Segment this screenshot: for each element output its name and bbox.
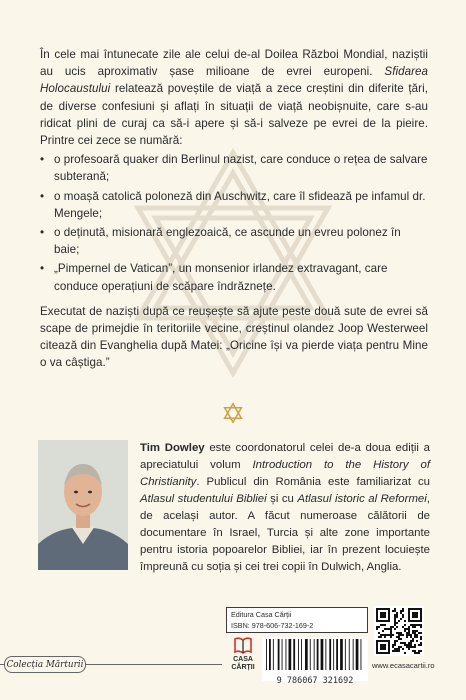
qr-module [416,634,418,636]
qr-module [400,642,402,644]
qr-module [410,642,412,644]
qr-module [400,610,402,612]
qr-module [402,608,404,610]
qr-module [388,628,390,630]
qr-module [420,642,422,644]
qr-module [396,626,398,628]
qr-module [376,626,378,628]
qr-module [394,608,396,610]
qr-module [400,646,402,648]
qr-module [388,634,390,636]
barcode-bar [314,639,315,670]
barcode-bar [340,639,343,670]
qr-module [380,644,386,650]
qr-module [378,626,380,628]
barcode-bar [336,639,338,670]
qr-module [380,634,382,636]
barcode-bar [301,639,302,670]
qr-module [392,634,394,636]
qr-module [412,640,414,642]
logo-text-line2: CĂRȚII [231,664,255,671]
qr-module [412,626,414,628]
qr-module [412,638,414,640]
qr-module [382,630,384,632]
qr-module [398,636,400,638]
qr-module [406,636,408,638]
qr-module [400,618,402,620]
qr-module [412,612,418,618]
qr-module [414,632,416,634]
qr-module [404,642,406,644]
qr-module [390,628,392,630]
qr-module [408,626,410,628]
qr-module [408,632,410,634]
qr-module [398,632,400,634]
blurb-intro-part1: În cele mai întunecate zile ale celui de-al Doilea Război Mondial, naziștii au ucis aproximativ șase milioane de evrei europeni. [40,48,428,79]
qr-module [386,634,388,636]
barcode-bars [262,637,368,671]
author-bio-text: , de același autor. A făcut numeroase călătorii de documentare în Israel, Turcia și alte zone importante pentru istoria popoarelor Bibliei, iar în prezent locuiește împreună cu soția și cei trei copii în Dulwich, Anglia. [140,493,430,573]
qr-module [390,634,392,636]
barcode-bar [286,639,287,670]
qr-module [392,626,394,628]
qr-module [400,632,402,634]
barcode-bar [282,639,283,670]
qr-module [394,616,396,618]
qr-module [410,624,412,626]
qr-module [404,644,406,646]
qr-module [412,646,414,648]
qr-module [410,646,412,648]
qr-module [378,632,380,634]
qr-module [394,624,396,626]
qr-module [380,636,382,638]
qr-module [408,648,410,650]
qr-module [412,650,414,652]
qr-module [420,644,422,646]
barcode-bar [321,639,324,670]
isbn: ISBN: 978-606-732-169-2 [231,621,314,630]
publisher-info [226,607,368,633]
qr-module [400,638,402,640]
qr-module [396,636,398,638]
qr-module [380,612,386,618]
qr-module [396,614,398,616]
qr-module [400,612,402,614]
qr-module [418,650,420,652]
publisher-logo [226,637,260,677]
barcode-bar [353,639,354,670]
qr-module [420,632,422,634]
qr-module [394,650,396,652]
qr-code [374,606,424,656]
qr-module [420,636,422,638]
qr-module [394,620,396,622]
barcode-bar [333,639,334,670]
qr-module [376,628,378,630]
blurb-list-item: • o profesoară quaker din Berlinul nazist, care conduce o rețea de salvare subterană; [40,151,428,185]
qr-module [412,630,414,632]
qr-module [404,652,406,654]
qr-module [412,632,414,634]
logo-text-line1: CASA [233,656,253,663]
qr-module [418,632,420,634]
qr-module [404,620,406,622]
qr-module [408,644,410,646]
barcode-bar [298,639,299,670]
qr-module [406,644,408,646]
qr-module [398,650,400,652]
bio-book-title: Atlasul studentului Bibliei [140,493,267,505]
qr-module [402,642,404,644]
qr-module [406,628,408,630]
barcode-bar [361,639,362,670]
author-bio-text: și cu [266,493,298,505]
qr-module [414,634,416,636]
qr-module [394,628,396,630]
qr-module [384,636,386,638]
qr-module [418,652,420,654]
blurb-list-item: • o moașă catolică poloneză din Auschwitz, care îl sfidează pe infamul dr. Mengele; [40,188,428,222]
qr-module [384,634,386,636]
qr-module [396,640,398,642]
qr-module [390,636,392,638]
isbn-barcode [262,637,368,686]
qr-module [406,634,408,636]
qr-module [394,644,396,646]
qr-module [392,646,394,648]
bio-book-title: Introduction to the History of Christianity [140,459,430,488]
qr-module [414,624,416,626]
barcode-bar [289,639,292,670]
qr-module [396,612,398,614]
qr-module [396,648,398,650]
blurb-list [40,151,428,295]
qr-module [402,610,404,612]
qr-module [378,636,380,638]
barcode-bar [305,639,308,670]
blurb-book-title: Sfidarea Holocaustului [40,65,428,96]
qr-module [398,620,400,622]
barcode-bar [310,639,311,670]
qr-module [398,648,400,650]
qr-module [390,632,392,634]
barcode-bar [345,639,346,670]
barcode-bar [266,639,267,670]
barcode-bar [329,639,331,670]
qr-module [414,630,416,632]
qr-module [414,650,416,652]
back-cover-blurb [40,46,428,372]
qr-module [392,644,394,646]
qr-module [406,632,408,634]
bio-book-title: Atlasul istoric al Reformei [297,493,427,505]
qr-module [408,628,410,630]
qr-module [410,634,412,636]
barcode-bar [278,639,280,670]
qr-module [416,652,418,654]
qr-module [414,636,416,638]
qr-module [418,644,420,646]
blurb-intro-part2: relatează poveștile de viață a zece creștini din diferite țări, de diverse confesiuni și aflați în situații de viață neobișnuite, care s-au ridicat plini de curaj ca să-i apere și să-i salveze pe evrei de la pieire. Printre cei zece se numără: [40,82,428,148]
qr-module [382,634,384,636]
qr-module [416,630,418,632]
qr-module [402,634,404,636]
qr-module [402,648,404,650]
qr-module [384,624,386,626]
barcode-bar [269,639,271,670]
qr-module [394,648,396,650]
qr-module [386,628,388,630]
qr-module [416,624,418,626]
qr-module [396,616,398,618]
qr-module [396,622,398,624]
publisher-name: Editura Casa Cărții [231,610,292,619]
qr-module [394,640,396,642]
qr-module [396,632,398,634]
qr-module [384,628,386,630]
qr-module [394,642,396,644]
blurb-intro [40,46,428,149]
barcode-bar [293,639,295,670]
qr-module [404,628,406,630]
qr-module [382,624,384,626]
blurb-closing: Executat de naziști după ce reușește să ajute peste două sute de evrei să scape de primejdie în teritoriile vecine, creștinul olandez Joop Westerweel citează din Evanghelia după Matei: „Oricine își va pierde viața pentru Mine o va câștiga.” [40,304,428,370]
blurb-list-item: • o deținută, misionară englezoaică, ce ascunde un evreu polonez în baie; [40,224,428,258]
qr-module [420,626,422,628]
qr-module [398,638,400,640]
qr-module [394,610,396,612]
barcode-bar [273,639,274,670]
qr-module [416,640,418,642]
qr-module [380,624,382,626]
qr-module [390,626,392,628]
qr-module [394,622,396,624]
author-name: Tim Dowley [140,442,205,454]
qr-module [416,636,418,638]
qr-module [404,630,406,632]
qr-module [392,650,394,652]
qr-module [420,638,422,640]
qr-module [404,624,406,626]
qr-module [420,650,422,652]
qr-module [414,652,416,654]
collection-label: Colecția Mărturii [4,656,86,673]
qr-module [408,630,410,632]
barcode-bar [317,639,319,670]
author-bio-text: este coordonatorul celei de-a doua ediții a apreciatului volum [140,442,430,471]
qr-module [390,630,392,632]
barcode-bar [349,639,350,670]
qr-module [408,634,410,636]
qr-module [398,634,400,636]
qr-module [402,614,404,616]
qr-module [410,644,412,646]
qr-module [398,646,400,648]
author-bio [140,440,430,576]
barcode-bar [356,639,359,670]
qr-module [402,616,404,618]
qr-module [420,624,422,626]
author-bio-text: . Publicul din România este familiarizat cu [196,476,430,488]
qr-module [414,644,416,646]
star-of-david-icon [222,402,244,424]
qr-module [410,640,412,642]
barcode-digits: 9 786067 321692 [276,676,354,686]
qr-module [418,624,420,626]
qr-code-pattern [374,606,424,656]
author-photo [38,440,128,570]
barcode-bar [325,639,326,670]
qr-module [392,610,394,612]
qr-module [394,618,396,620]
qr-module [402,626,404,628]
qr-module [406,646,408,648]
qr-module [408,642,410,644]
qr-module [410,636,412,638]
qr-module [396,650,398,652]
qr-module [414,626,416,628]
book-icon [233,637,253,655]
publisher-website: www.ecasacartii.ro [372,661,435,670]
qr-module [408,646,410,648]
blurb-list-item: • „Pimpernel de Vatican”, un monsenior irlandez extravagant, care conduce operațiuni de scăpare îndrăznețe. [40,260,428,294]
qr-module [414,646,416,648]
qr-module [412,624,414,626]
qr-module [400,634,402,636]
qr-module [394,614,396,616]
